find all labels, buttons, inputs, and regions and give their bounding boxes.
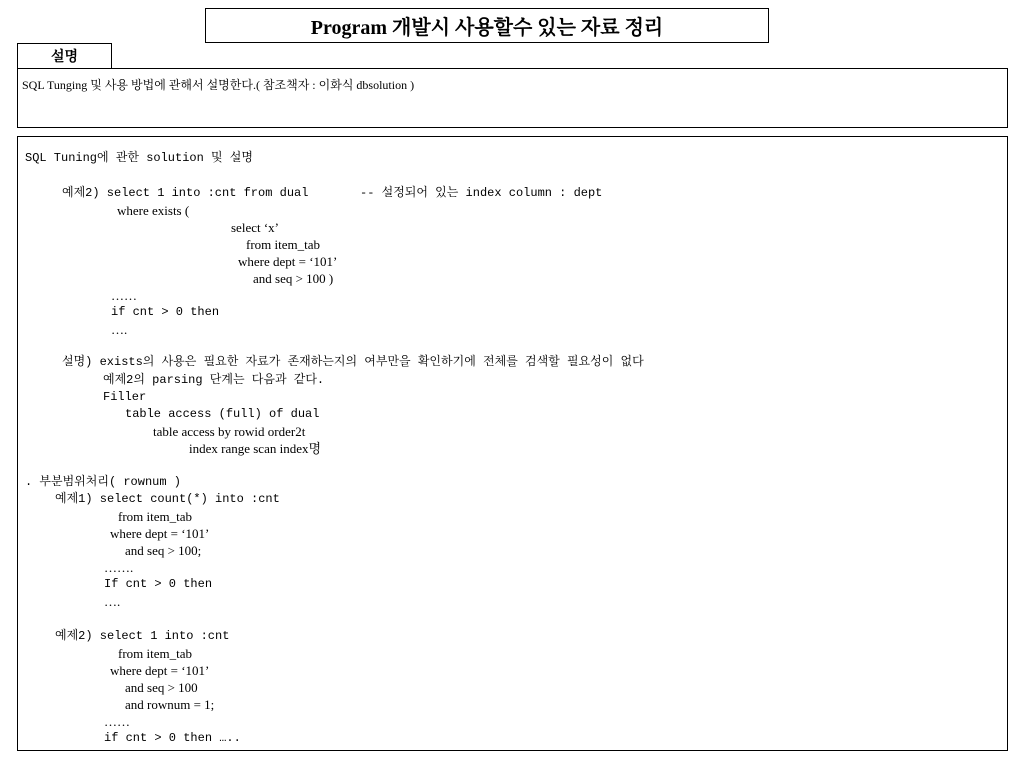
code-line: if cnt > 0 then ….. [104,731,241,745]
code-line: where dept = ‘101’ [238,254,338,269]
code-line: 예제2) select 1 into :cnt from dual [62,186,309,200]
code-line: from item_tab [246,237,321,252]
code-line: and rownum = 1; [125,697,215,712]
explanation-line: table access by rowid order2t [153,424,306,439]
code-line: …… [111,288,137,303]
section-heading: . 부분범위처리( rownum ) [25,475,181,489]
code-line: …. [111,322,128,337]
description-tab-label: 설명 [50,49,79,65]
code-comment: -- 설정되어 있는 index column : dept [360,186,603,200]
code-line: from item_tab [118,509,193,524]
page-title: Program 개발시 사용할수 있는 자료 정리 [310,17,664,39]
code-line: ……. [104,560,134,575]
explanation-line: table access (full) of dual [125,407,320,421]
description-tab [17,43,112,69]
title-box [205,8,769,43]
code-line: If cnt > 0 then [104,577,213,591]
code-line: …. [104,594,121,609]
code-line: where dept = ‘101’ [110,526,210,541]
code-line: 예제2) select 1 into :cnt [55,629,230,643]
code-line: and seq > 100 [125,680,198,695]
code-line: …… [104,714,130,729]
code-line: and seq > 100 ) [253,271,334,286]
code-line: where exists ( [117,203,190,218]
explanation-line: 예제2의 parsing 단계는 다음과 같다. [103,373,325,387]
code-line: select ‘x’ [231,220,280,235]
code-line: if cnt > 0 then [111,305,220,319]
description-text: SQL Tunging 및 사용 방법에 관해서 설명한다.( 참조책자 : 이화식 dbsolution ) [22,78,415,92]
code-line: and seq > 100; [125,543,202,558]
code-line: where dept = ‘101’ [110,663,210,678]
section-heading: SQL Tuning에 관한 solution 및 설명 [25,151,253,165]
explanation-line: index range scan index명 [189,441,322,456]
code-line: from item_tab [118,646,193,661]
code-line: 예제1) select count(*) into :cnt [55,492,280,506]
explanation-line: 설명) exists의 사용은 필요한 자료가 존재하는지의 여부만을 확인하기에 전체를 검색할 필요성이 없다 [62,355,644,369]
explanation-line: Filler [103,390,147,404]
